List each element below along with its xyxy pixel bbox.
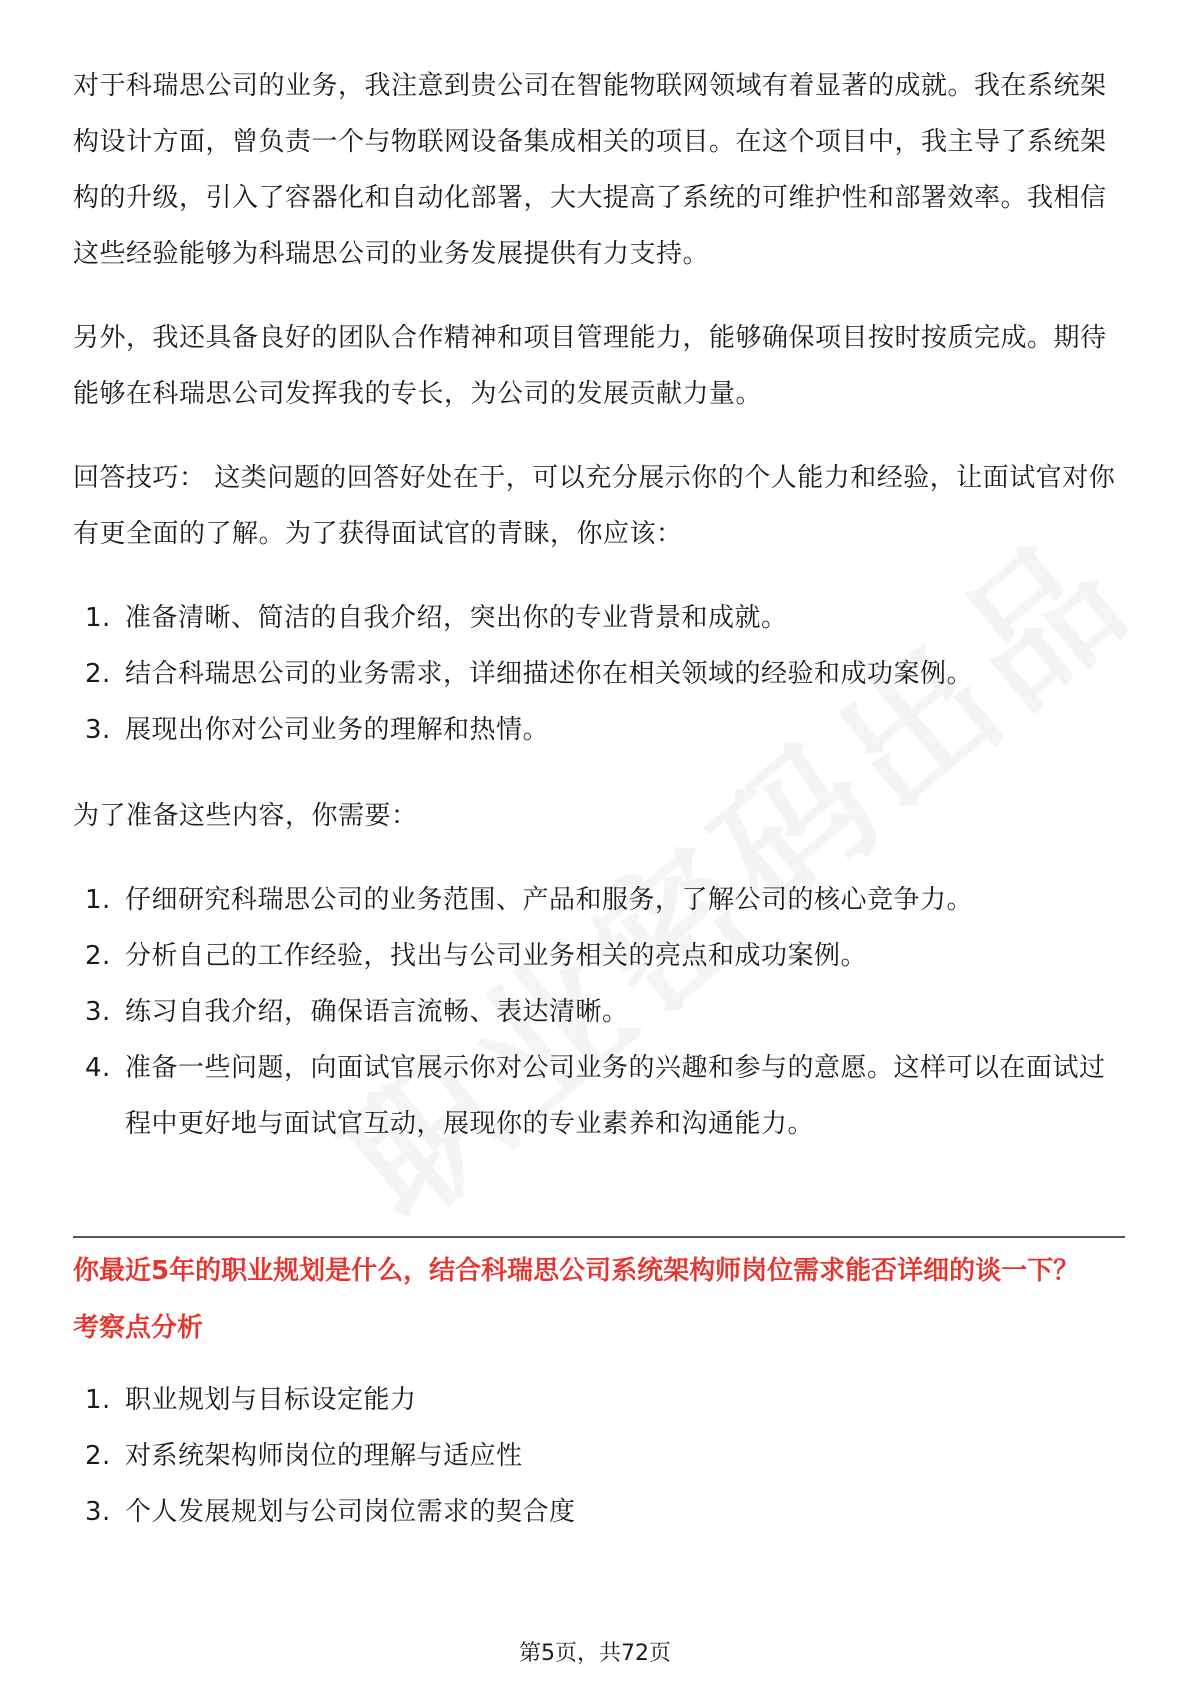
- list-number: 2.: [85, 1441, 111, 1471]
- list-item: [73, 590, 1125, 646]
- list-number: 2.: [85, 659, 111, 689]
- list-number: 2.: [85, 941, 111, 971]
- prepare-list: [73, 872, 1125, 1152]
- analysis-subheading: 考察点分析: [73, 1313, 204, 1343]
- page-number: 第5页，共72页: [519, 1641, 671, 1666]
- list-item: [73, 928, 1125, 984]
- section-divider: [73, 1236, 1125, 1238]
- analysis-list: [73, 1372, 1125, 1540]
- list-text: 个人发展规划与公司岗位需求的契合度: [125, 1497, 576, 1527]
- list-item: [73, 1484, 1125, 1540]
- list-item: [73, 872, 1125, 928]
- list-item: [73, 1040, 1125, 1152]
- list-number: 1.: [85, 1385, 111, 1415]
- career-plan-section: [73, 1252, 1125, 1570]
- list-item: [73, 1372, 1125, 1428]
- question-heading: 你最近5年的职业规划是什么，结合科瑞思公司系统架构师岗位需求能否详细的谈一下？: [73, 1256, 1080, 1286]
- list-number: 3.: [85, 997, 111, 1027]
- main-content: [73, 58, 1125, 1182]
- list-number: 4.: [85, 1053, 111, 1083]
- paragraph-teamwork: 另外，我还具备良好的团队合作精神和项目管理能力，能够确保项目按时按质完成。期待能够在科瑞思公司发挥我的专长，为公司的发展贡献力量。: [73, 323, 1107, 409]
- list-text: 准备清晰、简洁的自我介绍，突出你的专业背景和成就。: [125, 603, 788, 633]
- list-item: [73, 984, 1125, 1040]
- paragraph-business: 对于科瑞思公司的业务，我注意到贵公司在智能物联网领域有着显著的成就。我在系统架构设计方面，曾负责一个与物联网设备集成相关的项目。在这个项目中，我主导了系统架构的升级，引入了容器化和自动化部署，大大提高了系统的可维护性和部署效率。我相信这些经验能够为科瑞思公司的业务发展提供有力支持。: [73, 71, 1107, 269]
- list-text: 对系统架构师岗位的理解与适应性: [125, 1441, 523, 1471]
- list-item: [73, 702, 1125, 758]
- list-number: 1.: [85, 885, 111, 915]
- list-item: [73, 646, 1125, 702]
- list-item: [73, 1428, 1125, 1484]
- paragraph-tips: 回答技巧： 这类问题的回答好处在于，可以充分展示你的个人能力和经验，让面试官对你有更全面的了解。为了获得面试官的青睐，你应该：: [73, 463, 1116, 549]
- list-number: 3.: [85, 715, 111, 745]
- list-text: 分析自己的工作经验，找出与公司业务相关的亮点和成功案例。: [125, 941, 868, 971]
- list-text: 展现出你对公司业务的理解和热情。: [125, 715, 550, 745]
- list-number: 3.: [85, 1497, 111, 1527]
- tips-list: [73, 590, 1125, 758]
- list-text: 仔细研究科瑞思公司的业务范围、产品和服务，了解公司的核心竞争力。: [125, 885, 974, 915]
- list-number: 1.: [85, 603, 111, 633]
- list-text: 职业规划与目标设定能力: [125, 1385, 417, 1415]
- list-text: 结合科瑞思公司的业务需求，详细描述你在相关领域的经验和成功案例。: [125, 659, 974, 689]
- list-text: 准备一些问题，向面试官展示你对公司业务的兴趣和参与的意愿。这样可以在面试过程中更好地与面试官互动，展现你的专业素养和沟通能力。: [125, 1053, 1106, 1139]
- list-text: 练习自我介绍，确保语言流畅、表达清晰。: [125, 997, 629, 1027]
- paragraph-prepare: 为了准备这些内容，你需要：: [73, 801, 418, 831]
